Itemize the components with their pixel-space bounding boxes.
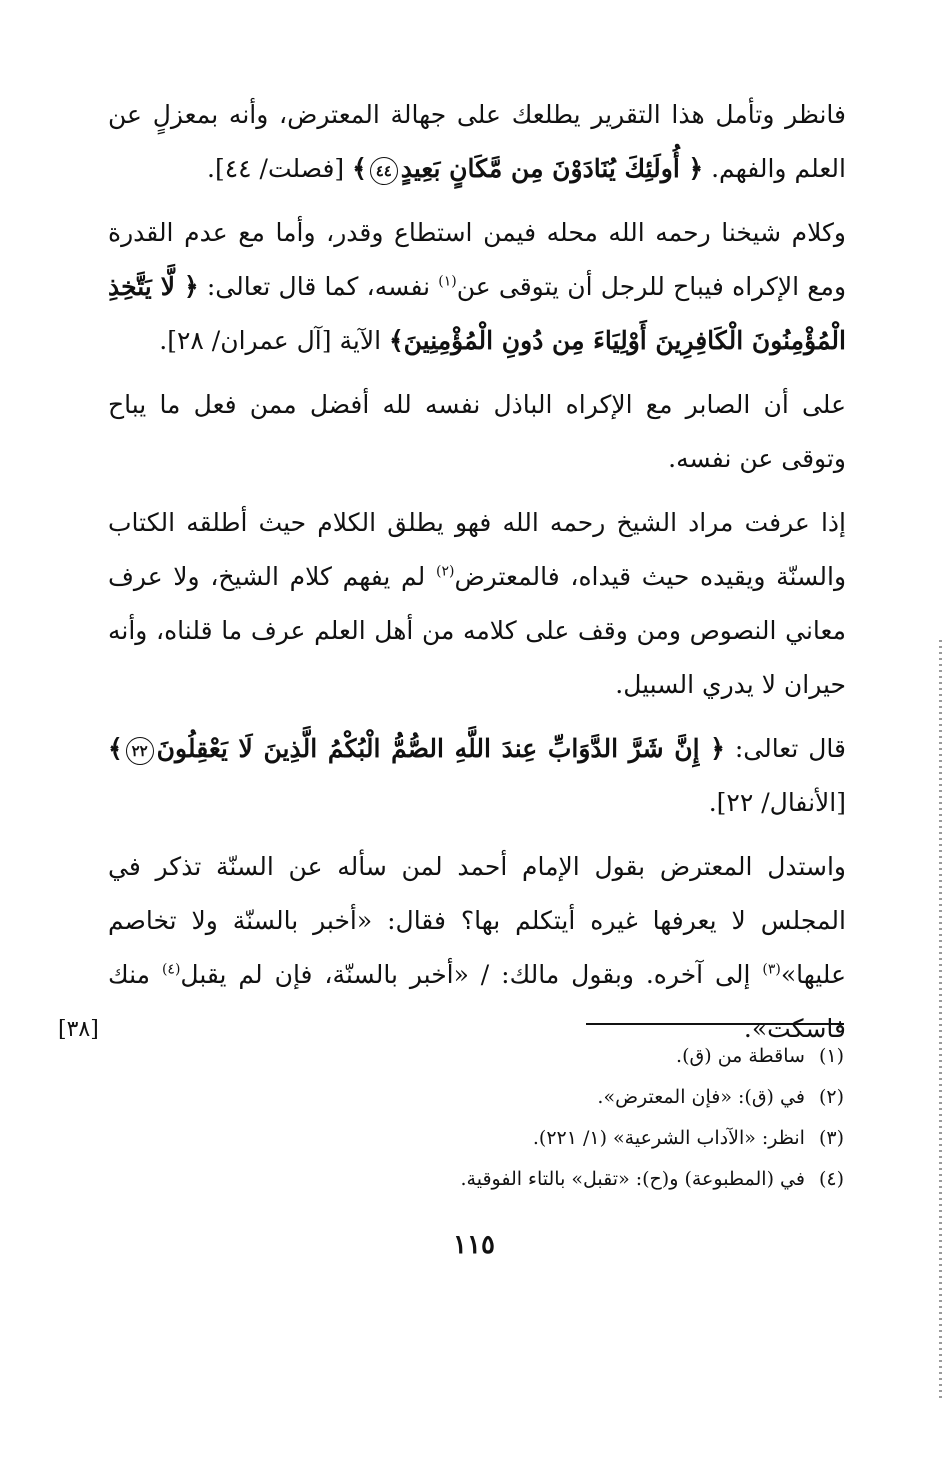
footnote-item: [144, 1077, 844, 1118]
footnote-number: (١): [818, 1045, 844, 1067]
text-line: إذا عرفت مراد الشيخ رحمه الله فهو يطلق الكلام حيث أطلقه: [186, 508, 846, 537]
text-line: فانظر وتأمل هذا التقرير يطلعك على جهالة المعترض، وأنه بمعزلٍ: [152, 100, 846, 129]
paragraph-2: [108, 206, 846, 368]
text-line: عن العلم والفهم.: [108, 100, 846, 183]
verse-citation: [فصلت/ ٤٤].: [207, 154, 345, 183]
footnote-text: انظر: «الآداب الشرعية» (١/ ٢٢١).: [532, 1127, 805, 1149]
text-line: قال تعالى:: [734, 734, 846, 763]
text-line: إلى آخره. وبقول مالك: / «أخبر بالسنّة، فإن لم يقبل: [180, 960, 751, 989]
footnote-ref[interactable]: (١): [438, 273, 457, 290]
ayah-number-marker: ٢٢: [126, 737, 154, 765]
paragraph-1: [108, 88, 846, 196]
footnote-item: [144, 1036, 844, 1077]
footnote-number: (٤): [818, 1168, 844, 1190]
footnote-text: ساقطة من (ق).: [676, 1045, 805, 1067]
text-line: ما قلناه، وأنه حيران لا يدري السبيل.: [108, 616, 846, 699]
text-line: فاسكت».: [743, 1014, 846, 1043]
text-line: الكتاب والسنّة ويقيده حيث قيداه، فالمعترض: [108, 508, 847, 591]
text-line: عليها»: [780, 960, 846, 989]
footnote-number: (٢): [818, 1086, 844, 1108]
footnote-text: في (المطبوعة) و(ح): «تقبل» بالتاء الفوقية.: [460, 1168, 805, 1190]
verse-citation: [الأنفال/ ٢٢].: [708, 788, 846, 817]
footnote-item: [144, 1118, 844, 1159]
footnote-number: (٣): [818, 1127, 844, 1149]
text-line: منك: [108, 960, 151, 989]
verse-citation: الآية [آل عمران/ ٢٨].: [159, 326, 382, 355]
text-line: واستدل المعترض بقول الإمام أحمد لمن سأله عن السنّة تذكر في: [108, 852, 846, 881]
text-line: المجلس لا يعرفها غيره أيتكلم بها؟ فقال: «أخبر بالسنّة ولا تخاصم: [108, 906, 846, 935]
footnote-separator: [586, 1023, 844, 1025]
quran-verse: ﴿ أُولَئِكَ يُنَادَوْنَ مِن مَّكَانٍ بَعِيدٍ٤٤﴾: [352, 154, 704, 183]
manuscript-folio-marker: [٣٨]: [58, 1017, 99, 1042]
footnote-ref[interactable]: (٣): [762, 961, 781, 978]
text-line: ولا عرف معاني النصوص ومن وقف على كلامه من أهل العلم عرف: [108, 562, 846, 645]
footnote-ref[interactable]: (٤): [161, 961, 181, 978]
text-line: لم يفهم كلام الشيخ،: [210, 562, 426, 591]
scan-edge-artifact: [939, 640, 942, 1400]
paragraph-3: [108, 378, 846, 486]
main-text: [108, 88, 846, 1066]
footnotes-list: [144, 1036, 844, 1200]
quran-verse: ﴿ لَّا يَتَّخِذِ الْمُؤْمِنُونَ الْكَافِرِينَ أَوْلِيَاءَ مِن دُونِ الْمُؤْمِنِينَ﴾: [108, 272, 846, 355]
ayah-number-marker: ٤٤: [370, 157, 398, 185]
text-line: وكلام شيخنا رحمه الله محله فيمن استطاع وقدر، وأما مع عدم: [184, 218, 846, 247]
page-number: ١١٥: [453, 1230, 495, 1260]
footnote-text: في (ق): «فإن المعترض».: [597, 1086, 805, 1108]
text-line: القدرة ومع الإكراه فيباح للرجل أن يتوقى عن: [108, 218, 847, 301]
text-line: على أن الصابر مع الإكراه الباذل نفسه لله أفضل ممن فعل ما يباح: [108, 390, 846, 419]
footnote-item: [144, 1159, 844, 1200]
quran-verse: ﴿ إِنَّ شَرَّ الدَّوَابِّ عِندَ اللَّهِ الصُّمُّ الْبُكْمُ الَّذِينَ لَا يَعْقِلُونَ٢٢﴾: [108, 734, 725, 763]
text-line: نفسه، كما قال تعالى:: [206, 272, 431, 301]
paragraph-5: [108, 722, 846, 830]
text-line: وتوقى عن نفسه.: [668, 444, 846, 473]
footnote-ref[interactable]: (٢): [435, 563, 455, 580]
paragraph-4: [108, 496, 846, 712]
